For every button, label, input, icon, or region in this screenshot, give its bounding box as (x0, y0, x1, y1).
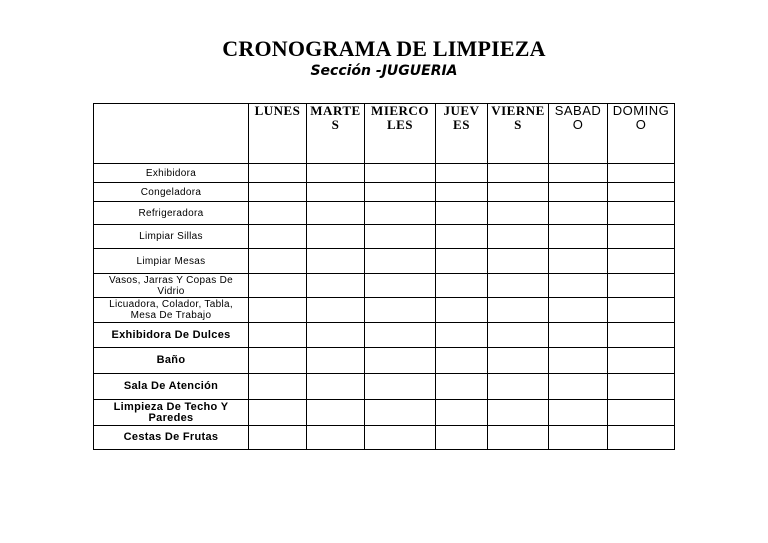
task-label-line2: Vidrio (157, 285, 185, 297)
schedule-cell[interactable] (488, 374, 549, 400)
schedule-cell[interactable] (249, 274, 307, 298)
schedule-cell[interactable] (365, 164, 436, 183)
schedule-cell[interactable] (365, 348, 436, 374)
table-row (94, 374, 675, 400)
schedule-cell[interactable] (488, 164, 549, 183)
task-label (94, 164, 249, 183)
task-label (94, 298, 249, 323)
schedule-cell[interactable] (608, 426, 675, 450)
schedule-cell[interactable] (436, 400, 488, 426)
schedule-cell[interactable] (549, 274, 608, 298)
table-row (94, 225, 675, 249)
schedule-cell[interactable] (608, 249, 675, 274)
schedule-cell[interactable] (365, 249, 436, 274)
schedule-cell[interactable] (249, 249, 307, 274)
task-label (94, 249, 249, 274)
schedule-cell[interactable] (307, 225, 365, 249)
table-row (94, 298, 675, 323)
task-label (94, 274, 249, 298)
schedule-cell[interactable] (436, 348, 488, 374)
schedule-cell[interactable] (608, 164, 675, 183)
schedule-cell[interactable] (307, 400, 365, 426)
schedule-cell[interactable] (436, 183, 488, 202)
task-label-line1: Limpieza De Techo Y (113, 400, 229, 413)
table-row (94, 400, 675, 426)
schedule-cell[interactable] (549, 426, 608, 450)
schedule-cell[interactable] (436, 225, 488, 249)
schedule-cell[interactable] (249, 183, 307, 202)
schedule-cell[interactable] (307, 348, 365, 374)
schedule-cell[interactable] (488, 298, 549, 323)
schedule-cell[interactable] (549, 202, 608, 225)
schedule-cell[interactable] (249, 400, 307, 426)
schedule-cell[interactable] (307, 274, 365, 298)
schedule-cell[interactable] (549, 164, 608, 183)
schedule-cell[interactable] (249, 298, 307, 323)
schedule-cell[interactable] (436, 164, 488, 183)
schedule-cell[interactable] (249, 164, 307, 183)
schedule-cell[interactable] (365, 426, 436, 450)
schedule-cell[interactable] (249, 225, 307, 249)
schedule-cell[interactable] (249, 374, 307, 400)
day-header-miercoles: MIERCO LES (365, 104, 436, 164)
task-label (94, 183, 249, 202)
schedule-cell[interactable] (608, 323, 675, 348)
task-label-line1: Exhibidora (145, 167, 197, 179)
schedule-cell[interactable] (436, 274, 488, 298)
day-header-viernes: VIERNE S (488, 104, 549, 164)
schedule-cell[interactable] (307, 183, 365, 202)
schedule-cell[interactable] (365, 183, 436, 202)
schedule-cell[interactable] (307, 249, 365, 274)
task-label-line1: Sala De Atención (123, 380, 219, 392)
schedule-cell[interactable] (608, 202, 675, 225)
task-label-line1: Congeladora (140, 186, 202, 198)
schedule-cell[interactable] (488, 400, 549, 426)
task-label (94, 374, 249, 400)
table-row (94, 202, 675, 225)
table-row (94, 249, 675, 274)
page-title: CRONOGRAMA DE LIMPIEZA (222, 36, 546, 61)
schedule-cell[interactable] (365, 323, 436, 348)
schedule-cell[interactable] (436, 298, 488, 323)
task-label (94, 348, 249, 374)
day-header-martes: MARTE S (307, 104, 365, 164)
schedule-cell[interactable] (436, 249, 488, 274)
schedule-cell[interactable] (307, 323, 365, 348)
schedule-cell[interactable] (307, 298, 365, 323)
schedule-cell[interactable] (549, 183, 608, 202)
schedule-cell[interactable] (365, 400, 436, 426)
schedule-cell[interactable] (549, 348, 608, 374)
schedule-cell[interactable] (488, 426, 549, 450)
table-row (94, 348, 675, 374)
task-label (94, 202, 249, 225)
task-label (94, 225, 249, 249)
day-header-lunes: LUNES (249, 104, 307, 164)
schedule-cell[interactable] (436, 202, 488, 225)
task-label-line1: Limpiar Mesas (136, 255, 206, 267)
schedule-cell[interactable] (488, 274, 549, 298)
schedule-cell[interactable] (307, 164, 365, 183)
schedule-cell[interactable] (549, 249, 608, 274)
table-row (94, 426, 675, 450)
section-subtitle: Sección -JUGUERIA (310, 63, 458, 79)
day-header-sabado: SABAD O (549, 104, 608, 164)
schedule-cell[interactable] (307, 426, 365, 450)
task-label-line1: Limpiar Sillas (139, 231, 203, 242)
schedule-cell[interactable] (249, 426, 307, 450)
schedule-cell[interactable] (436, 323, 488, 348)
schedule-cell[interactable] (488, 183, 549, 202)
header-row (94, 104, 675, 164)
cleaning-schedule-table (93, 103, 675, 450)
schedule-cell[interactable] (436, 374, 488, 400)
schedule-cell[interactable] (608, 298, 675, 323)
schedule-cell[interactable] (549, 400, 608, 426)
schedule-cell[interactable] (436, 426, 488, 450)
schedule-cell[interactable] (608, 225, 675, 249)
schedule-cell[interactable] (488, 225, 549, 249)
schedule-cell[interactable] (365, 225, 436, 249)
corner-cell (94, 104, 249, 164)
task-label-line2: Mesa De Trabajo (130, 310, 212, 321)
schedule-cell[interactable] (365, 274, 436, 298)
schedule-cell[interactable] (549, 323, 608, 348)
schedule-cell[interactable] (488, 202, 549, 225)
table-row (94, 274, 675, 298)
table-row (94, 183, 675, 202)
schedule-cell[interactable] (608, 274, 675, 298)
table-row (94, 164, 675, 183)
table-row (94, 323, 675, 348)
day-header-domingo: DOMING O (608, 104, 675, 164)
schedule-cell[interactable] (608, 374, 675, 400)
day-header-jueves: JUEV ES (436, 104, 488, 164)
schedule-cell[interactable] (249, 323, 307, 348)
task-label-line1: Licuadora, Colador, Tabla, (109, 299, 233, 310)
task-label-line1: Refrigeradora (138, 207, 204, 219)
schedule-cell[interactable] (549, 225, 608, 249)
schedule-cell[interactable] (307, 374, 365, 400)
schedule-cell[interactable] (488, 348, 549, 374)
schedule-cell[interactable] (365, 298, 436, 323)
task-rows (94, 164, 675, 450)
task-label-line2: Paredes (148, 411, 194, 424)
schedule-cell[interactable] (608, 183, 675, 202)
schedule-cell[interactable] (549, 298, 608, 323)
task-label-line1: Baño (156, 354, 186, 366)
schedule-cell[interactable] (307, 202, 365, 225)
task-label (94, 426, 249, 450)
schedule-cell[interactable] (488, 249, 549, 274)
task-label-line1: Exhibidora De Dulces (111, 328, 231, 341)
task-label (94, 323, 249, 348)
schedule-cell[interactable] (488, 323, 549, 348)
schedule-cell[interactable] (249, 348, 307, 374)
task-label-line1: Cestas De Frutas (123, 431, 219, 443)
schedule-cell[interactable] (549, 374, 608, 400)
schedule-cell[interactable] (608, 348, 675, 374)
schedule-cell[interactable] (365, 374, 436, 400)
schedule-cell[interactable] (608, 400, 675, 426)
task-label-line1: Vasos, Jarras Y Copas De (109, 274, 233, 286)
schedule-cell[interactable] (249, 202, 307, 225)
task-label (94, 400, 249, 426)
schedule-cell[interactable] (365, 202, 436, 225)
